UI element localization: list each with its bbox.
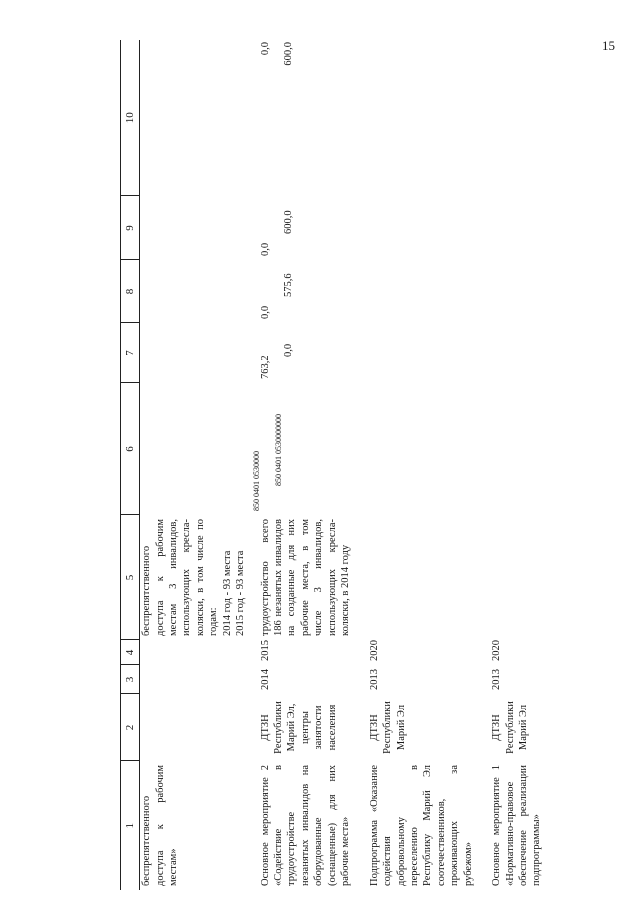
funding-c9-cell	[476, 196, 545, 260]
funding-value: 0,0	[259, 305, 271, 319]
end-year-cell: 2015	[259, 640, 271, 661]
column-number-9: 9	[121, 196, 140, 260]
executor-cell	[140, 694, 249, 761]
activity-name-cell: беспрепятственного доступа к рабочим местам»	[141, 765, 179, 886]
funding-c8-cell	[249, 260, 354, 323]
column-number-6: 6	[121, 383, 140, 515]
column-number-7: 7	[121, 323, 140, 383]
funding-c10-cell	[249, 40, 354, 196]
budget-code-cell	[354, 383, 477, 515]
expected-result-cell	[249, 515, 354, 640]
rotated-table-sheet	[120, 40, 543, 890]
funding-c8-cell	[354, 260, 477, 323]
activity-name-cell: Основное мероприятие 2 «Содействие в трудоустройстве незанятых инвалидов на оборудованные (оснащенные) для них рабочие места»	[259, 765, 352, 886]
expected-result-cell	[354, 515, 477, 640]
expected-result-cell	[140, 515, 249, 640]
column-number-1: 1	[121, 761, 140, 890]
funding-c8-cell	[140, 260, 249, 323]
activity-name-cell: Основное мероприятие 1 «Нормативно-правовое обеспечение реализации подпрограммы»	[491, 765, 543, 886]
column-number-4: 4	[121, 640, 140, 665]
end-year-cell: 2020	[491, 640, 503, 661]
start-year-cell: 2013	[368, 669, 380, 690]
funding-c7-cell	[354, 323, 477, 383]
page-number: 15	[602, 38, 615, 53]
funding-c7-cell	[140, 323, 249, 383]
funding-value: 763,2	[259, 355, 271, 379]
table-row	[476, 40, 545, 890]
program-activities-table	[120, 40, 545, 890]
table-row	[354, 40, 477, 890]
funding-c9-cell	[249, 196, 354, 260]
funding-c10-cell	[140, 40, 249, 196]
expected-result-text: трудоустройство всего 186 незанятых инвалидов на созданные для них рабочие места, в том числе 3 инвалидов, использующих кресла-коляски, в 2014 году	[259, 519, 352, 636]
budget-code-cell	[476, 383, 545, 515]
end-year-cell	[140, 640, 249, 665]
executor-cell: ДТЗН Республики Марий Эл, центры занятости населения	[259, 701, 338, 754]
executor-cell: ДТЗН Республики Марий Эл	[491, 701, 530, 754]
table-row	[249, 40, 354, 890]
funding-value: 0,0	[283, 343, 295, 357]
table-row	[140, 40, 249, 890]
expected-result-line: 2015 год - 93 места	[235, 550, 247, 636]
funding-value: 575,6	[283, 273, 295, 297]
column-number-10: 10	[121, 40, 140, 196]
funding-value: 0,0	[259, 242, 271, 256]
funding-value: 600,0	[283, 210, 295, 234]
funding-c8-cell	[476, 260, 545, 323]
funding-c7-cell	[249, 323, 354, 383]
start-year-cell: 2014	[259, 669, 271, 690]
funding-c9-cell	[140, 196, 249, 260]
budget-code: 850 0401 0530000	[251, 451, 261, 511]
column-number-2: 2	[121, 694, 140, 761]
column-number-8: 8	[121, 260, 140, 323]
column-number-5: 5	[121, 515, 140, 640]
funding-c10-cell	[354, 40, 477, 196]
start-year-cell: 2013	[491, 669, 503, 690]
expected-result-line: 2014 год - 93 места	[221, 550, 233, 636]
expected-result-cell	[476, 515, 545, 640]
funding-value: 600,0	[283, 42, 295, 66]
start-year-cell	[140, 665, 249, 694]
funding-c10-cell	[476, 40, 545, 196]
expected-result-text: беспрепятственного доступа к рабочим местам 3 инвалидов, использующих кресла-коляски, в том числе по годам:	[141, 519, 220, 636]
budget-code-cell	[140, 383, 249, 515]
table-body	[140, 40, 545, 890]
column-number-header	[121, 40, 140, 890]
budget-code: 850 0401 0530000000	[273, 414, 283, 486]
executor-cell: ДТЗН Республики Марий Эл	[368, 701, 407, 754]
budget-code-cell	[249, 383, 354, 515]
activity-name-cell: Подпрограмма «Оказание содействия добровольному переселению в Республику Марий Эл соотечественников, проживающих за рубежом»	[368, 765, 474, 886]
end-year-cell: 2020	[368, 640, 380, 661]
column-number-3: 3	[121, 665, 140, 694]
funding-value: 0,0	[259, 42, 271, 56]
funding-c7-cell	[476, 323, 545, 383]
funding-c9-cell	[354, 196, 477, 260]
